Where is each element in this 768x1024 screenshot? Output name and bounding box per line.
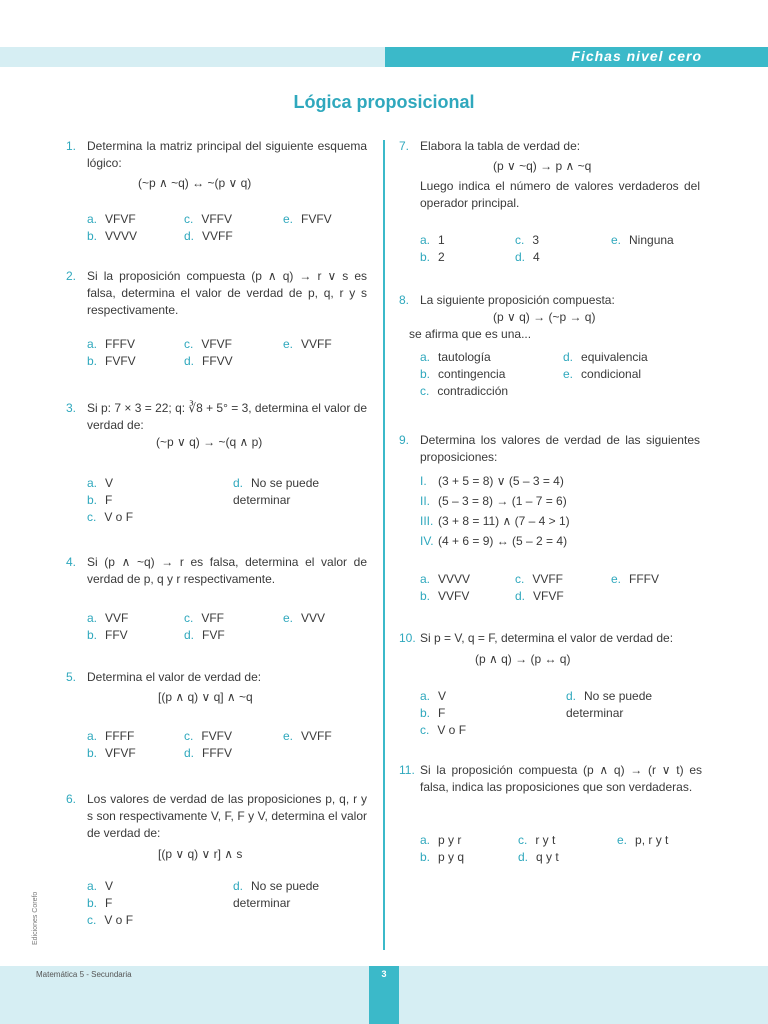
option-e: e. condicional <box>563 367 642 381</box>
option-c: c. FVFV <box>184 729 233 743</box>
option-d: d. 4 <box>515 250 540 264</box>
question-number: 6. <box>66 792 77 806</box>
question-formula: [(p ∨ q) ∨ r] ∧ s <box>158 847 243 861</box>
proposition-item: III. (3 + 8 = 11) ∧ (7 – 4 > 1) <box>420 514 570 528</box>
question-text: Si la proposición compuesta (p ∧ q) → (r ∨ t) es falsa, indica las proposiciones que son verdaderas. <box>420 763 702 794</box>
question-text: Si (p ∧ ~q) → r es falsa, determina el valor de verdad de p, q y r respectivamente. <box>87 555 367 586</box>
option-a: a. V <box>87 879 114 893</box>
question-text: Determina los valores de verdad de las siguientes proposiciones: <box>420 433 700 464</box>
option-a: a. VFVF <box>87 212 136 226</box>
question-number: 10. <box>399 631 416 645</box>
option-d: d. q y t <box>518 850 559 864</box>
question-formula: (~p ∨ q) → ~(q ∧ p) <box>156 435 263 449</box>
option-c: c. VVFF <box>515 572 564 586</box>
option-b: b. 2 <box>420 250 445 264</box>
question-text: La siguiente proposición compuesta: <box>420 293 615 307</box>
question-number: 5. <box>66 670 77 684</box>
question-formula: (p ∨ ~q) → p ∧ ~q <box>493 159 592 173</box>
question-number: 2. <box>66 269 77 283</box>
option-c: c. V o F <box>87 510 134 524</box>
page-number: 3 <box>369 966 399 1024</box>
question-text: Determina la matriz principal del siguiente esquema lógico: <box>87 139 367 170</box>
option-b: b. FFV <box>87 628 128 642</box>
question-number: 9. <box>399 433 410 447</box>
question-4 <box>66 554 370 644</box>
option-b: b. F <box>420 706 446 720</box>
question-text-2: se afirma que es una... <box>409 327 532 341</box>
option-c: c. contradicción <box>420 384 509 398</box>
option-d: d. No se puede determinar <box>233 879 320 910</box>
question-text: Si p: 7 × 3 = 22; q: ∛8 + 5° = 3, determina el valor de verdad de: <box>87 401 367 432</box>
option-a: a. V <box>87 476 114 490</box>
left-column <box>66 138 370 938</box>
option-b: b. F <box>87 896 113 910</box>
option-e: e. Ninguna <box>611 233 674 247</box>
question-number: 1. <box>66 139 77 153</box>
section-label: Fichas nivel cero <box>571 48 702 64</box>
option-a: a. p y r <box>420 833 462 847</box>
publisher-vertical-label: Ediciones Corefo <box>32 891 39 945</box>
question-number: 11. <box>399 763 415 777</box>
column-divider <box>383 140 385 950</box>
option-c: c. r y t <box>518 833 556 847</box>
option-b: b. p y q <box>420 850 465 864</box>
question-formula: (p ∨ q) → (~p → q) <box>493 310 596 324</box>
question-text-2: Luego indica el número de valores verdaderos del operador principal. <box>420 179 700 210</box>
option-d: d. FVF <box>184 628 225 642</box>
page-title: Lógica proposicional <box>293 92 475 112</box>
option-a: a. VVF <box>87 611 129 625</box>
option-d: d. No se puede determinar <box>233 476 320 507</box>
option-a: a. 1 <box>420 233 445 247</box>
option-a: a. FFFV <box>87 337 136 351</box>
proposition-item: II. (5 – 3 = 8) → (1 – 7 = 6) <box>420 494 567 508</box>
option-c: c. VFF <box>184 611 225 625</box>
option-b: b. VVVV <box>87 229 138 243</box>
option-c: c. VFFV <box>184 212 233 226</box>
question-11 <box>399 762 703 872</box>
option-c: c. 3 <box>515 233 540 247</box>
question-number: 7. <box>399 139 410 153</box>
option-e: e. VVV <box>283 611 326 625</box>
question-5 <box>66 669 370 764</box>
question-text: Si p = V, q = F, determina el valor de verdad de: <box>420 631 674 645</box>
question-formula: [(p ∧ q) ∨ q] ∧ ~q <box>158 690 253 704</box>
question-7 <box>399 138 703 263</box>
question-text: Los valores de verdad de las proposiciones p, q, r y s son respectivamente V, F, F y V, determina el valor de verdad de: <box>87 792 367 840</box>
option-c: c. VFVF <box>184 337 233 351</box>
option-b: b. F <box>87 493 113 507</box>
question-3 <box>66 400 370 530</box>
option-a: a. VVVV <box>420 572 471 586</box>
option-a: a. V <box>420 689 447 703</box>
header-bar <box>0 47 768 67</box>
option-b: b. contingencia <box>420 367 506 381</box>
option-e: e. VVFF <box>283 729 332 743</box>
question-1 <box>66 138 370 258</box>
option-e: e. p, r y t <box>617 833 669 847</box>
option-d: d. No se puede determinar <box>566 689 653 720</box>
option-c: c. V o F <box>87 913 134 927</box>
option-c: c. V o F <box>420 723 467 737</box>
footer-bar <box>0 966 768 1024</box>
question-text: Elabora la tabla de verdad de: <box>420 139 581 153</box>
proposition-item: IV. (4 + 6 = 9) ↔ (5 – 2 = 4) <box>420 534 568 548</box>
option-e: e. VVFF <box>283 337 332 351</box>
question-text: Determina el valor de verdad de: <box>87 670 262 684</box>
right-column <box>399 138 703 938</box>
question-number: 3. <box>66 401 77 415</box>
question-6 <box>66 791 370 931</box>
option-e: e. FFFV <box>611 572 660 586</box>
option-e: e. FVFV <box>283 212 332 226</box>
question-formula: (p ∧ q) → (p ↔ q) <box>475 652 571 666</box>
question-formula: (~p ∧ ~q) ↔ ~(p ∨ q) <box>138 176 252 190</box>
option-a: a. tautología <box>420 350 491 364</box>
proposition-item: I. (3 + 5 = 8) ∨ (5 – 3 = 4) <box>420 474 564 488</box>
question-9 <box>399 432 703 612</box>
question-number: 4. <box>66 555 77 569</box>
question-text: Si la proposición compuesta (p ∧ q) → r ∨ s es falsa, determina el valor de verdad de p, q, r y s respectivamente. <box>87 269 367 317</box>
option-d: d. equivalencia <box>563 350 648 364</box>
option-b: b. VFVF <box>87 746 136 760</box>
question-number: 8. <box>399 293 410 307</box>
option-d: d. FFVV <box>184 354 233 368</box>
question-2 <box>66 268 370 368</box>
option-b: b. FVFV <box>87 354 136 368</box>
option-b: b. VVFV <box>420 589 470 603</box>
option-d: d. FFFV <box>184 746 233 760</box>
footer-book-title: Matemática 5 - Secundaria <box>36 970 132 979</box>
option-d: d. VFVF <box>515 589 564 603</box>
question-10 <box>399 630 703 745</box>
question-8 <box>399 292 703 402</box>
option-d: d. VVFF <box>184 229 233 243</box>
option-a: a. FFFF <box>87 729 135 743</box>
